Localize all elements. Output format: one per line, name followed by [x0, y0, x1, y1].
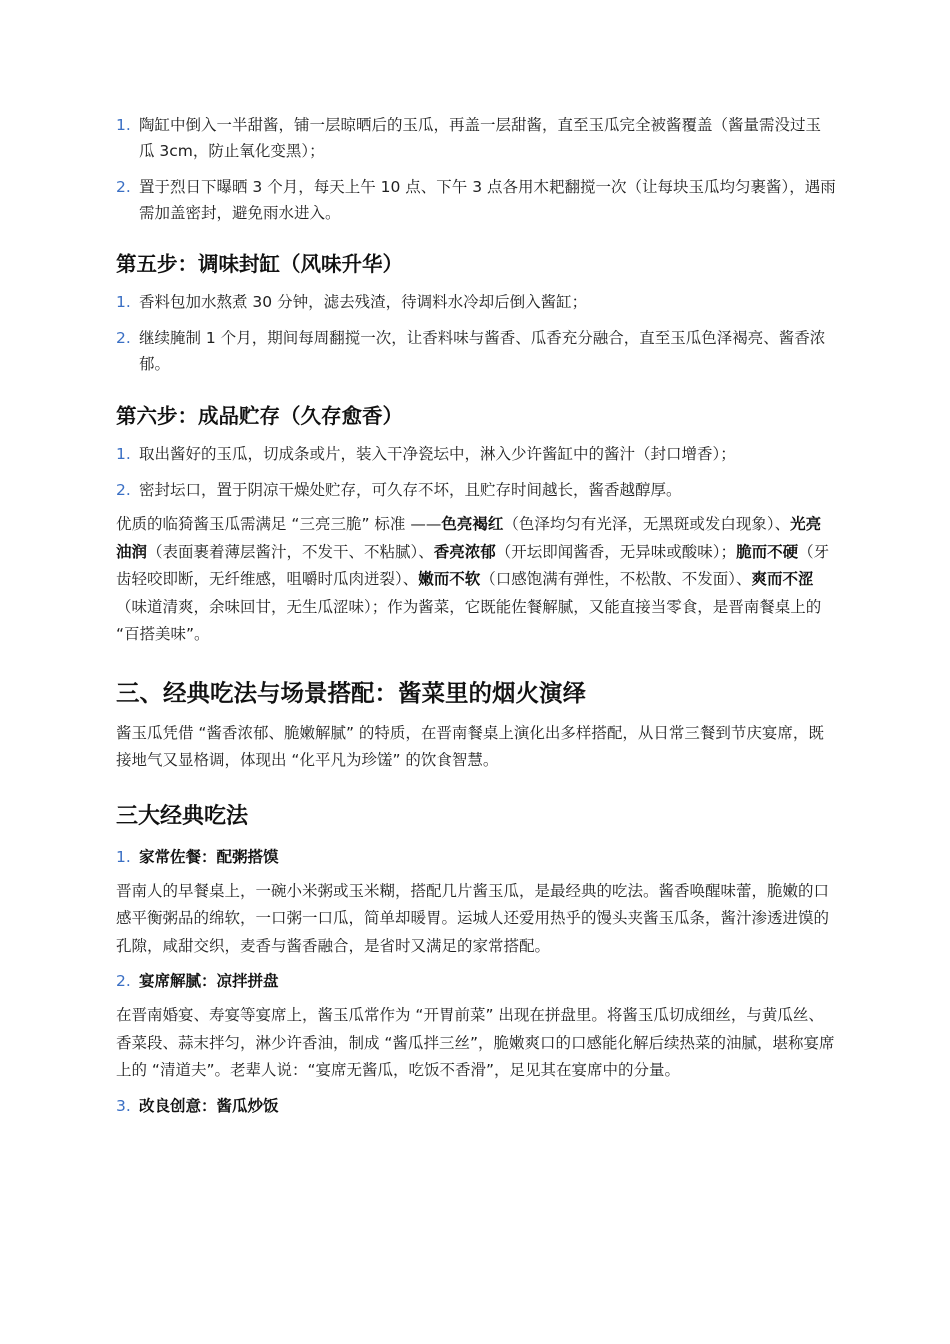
quality-term: 嫩而不软	[418, 570, 481, 588]
quality-term: 色亮褐红	[441, 515, 504, 533]
quality-text: 优质的临猗酱玉瓜需满足 “三亮三脆” 标准 ——	[116, 515, 442, 533]
list-text: 密封坛口，置于阴凉干燥处贮存，可久存不坏，且贮存时间越长，酱香越醇厚。	[139, 481, 682, 499]
list-text: 置于烈日下曝晒 3 个月，每天上午 10 点、下午 3 点各用木耙翻搅一次（让每块玉瓜均匀裹酱），遇雨需加盖密封，避免雨水进入。	[139, 178, 836, 222]
list-number: 3.	[116, 1096, 131, 1115]
quality-text: （表面裹着薄层酱汁，不发干、不粘腻）、	[147, 542, 434, 561]
list-number: 1.	[116, 293, 131, 311]
method-body: 在晋南婚宴、寿宴等宴席上，酱玉瓜常作为 “开胃前菜” 出现在拼盘里。将酱玉瓜切成细丝，与黄瓜丝、香菜段、蒜末拌匀，淋少许香油，制成 “酱瓜拌三丝”，脆嫩爽口的口感能化解后续热菜的油腻，堪称宴席上的 “清道夫”。老辈人说：“宴席无酱瓜，吃饭不香滑”，足见其在宴席中的分量。	[116, 1006, 835, 1079]
list-text: 继续腌制 1 个月，期间每周翻搅一次，让香料味与酱香、瓜香充分融合，直至玉瓜色泽褐亮、酱香浓郁。	[139, 329, 826, 373]
method-item	[116, 968, 836, 994]
list-number: 2.	[116, 972, 131, 990]
list-number: 1.	[116, 445, 131, 463]
document-page	[116, 112, 836, 1129]
quality-term: 香亮浓郁	[433, 542, 496, 561]
list-item	[116, 112, 836, 164]
list-text: 陶缸中倒入一半甜酱，铺一层晾晒后的玉瓜，再盖一层甜酱，直至玉瓜完全被酱覆盖（酱量需没过玉瓜 3cm，防止氧化变黑）；	[139, 116, 822, 160]
list-item	[116, 289, 836, 315]
quality-paragraph	[116, 511, 836, 649]
list-item	[116, 441, 836, 467]
step4-list	[116, 112, 836, 226]
list-text: 香料包加水熬煮 30 分钟，滤去残渣，待调料水冷却后倒入酱缸；	[139, 293, 588, 311]
step5-list	[116, 289, 836, 377]
step6-heading: 第六步：成品贮存（久存愈香）	[116, 404, 403, 428]
list-number: 2.	[116, 481, 131, 499]
quality-text: （开坛即闻酱香，无异味或酸味）；	[495, 542, 737, 561]
method-body: 晋南人的早餐桌上，一碗小米粥或玉米糊，搭配几片酱玉瓜，是最经典的吃法。酱香唤醒味蕾，脆嫩的口感平衡粥品的绵软，一口粥一口瓜，简单却暖胃。运城人还爱用热乎的馒头夹酱玉瓜条，酱汁渗透进馍的孔隙，咸甜交织，麦香与酱香融合，是省时又满足的家常搭配。	[116, 881, 830, 955]
list-number: 1.	[116, 116, 131, 134]
section3-heading: 三、经典吃法与场景搭配：酱菜里的烟火演绎	[116, 678, 586, 707]
list-text: 取出酱好的玉瓜，切成条或片，装入干净瓷坛中，淋入少许酱缸中的酱汁（封口增香）；	[139, 445, 736, 463]
quality-term: 爽而不涩	[751, 570, 814, 588]
method-item	[116, 844, 836, 870]
list-item	[116, 174, 836, 226]
method-title: 家常佐餐：配粥搭馍	[139, 847, 279, 866]
method-title: 宴席解腻：凉拌拼盘	[139, 972, 279, 990]
method-title: 改良创意：酱瓜炒饭	[139, 1096, 279, 1115]
list-item	[116, 477, 836, 503]
list-number: 2.	[116, 178, 131, 196]
list-item	[116, 325, 836, 377]
methods-heading: 三大经典吃法	[116, 803, 249, 829]
method-item	[116, 1093, 836, 1119]
quality-text: （牙齿轻咬即断，无纤维感，咀嚼时瓜肉迸裂）、	[116, 542, 830, 588]
quality-term: 光亮油润	[116, 515, 822, 561]
step5-heading: 第五步：调味封缸（风味升华）	[116, 252, 403, 276]
quality-text: （色泽均匀有光泽，无黑斑或发白现象）、	[503, 515, 791, 533]
list-number: 1.	[116, 847, 131, 866]
step6-list	[116, 441, 836, 503]
quality-text: （口感饱满有弹性，不松散、不发面）、	[480, 570, 752, 588]
list-number: 2.	[116, 329, 131, 347]
quality-text: （味道清爽，余味回甘，无生瓜涩味）；作为酱菜，它既能佐餐解腻，又能直接当零食，是晋南餐桌上的 “百搭美味”。	[116, 597, 822, 643]
quality-term: 脆而不硬	[736, 542, 799, 561]
section3-intro: 酱玉瓜凭借 “酱香浓郁、脆嫩解腻” 的特质，在晋南餐桌上演化出多样搭配，从日常三餐到节庆宴席，既接地气又显格调，体现出 “化平凡为珍馐” 的饮食智慧。	[116, 723, 824, 769]
